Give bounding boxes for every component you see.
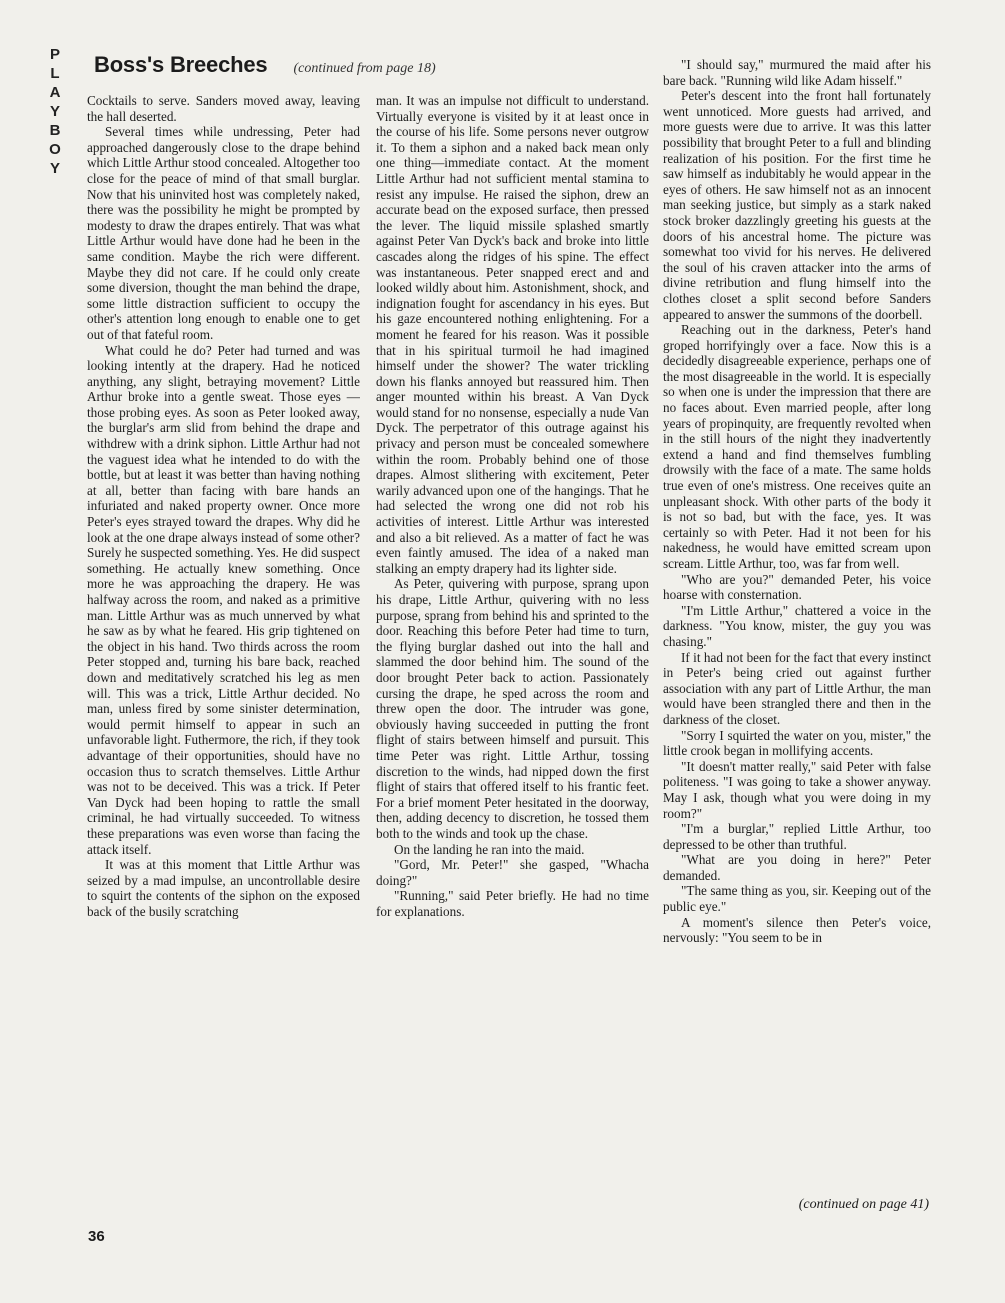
paragraph: A moment's silence then Peter's voice, nervously: "You seem to be in	[663, 914, 931, 946]
paragraph: "What are you doing in here?" Peter demanded.	[663, 852, 931, 883]
paragraph: "Running," said Peter briefly. He had no time for explanations.	[376, 888, 649, 919]
paragraph: "I'm a burglar," replied Little Arthur, too depressed to be other than truthful.	[663, 821, 931, 852]
masthead-letter: P	[49, 46, 60, 63]
paragraph: On the landing he ran into the maid.	[394, 841, 585, 857]
paragraph: "Gord, Mr. Peter!" she gasped, "Whacha doing?"	[376, 857, 649, 888]
continued-on-note: (continued on page 41)	[798, 1197, 929, 1212]
paragraph: man. It was an impulse not difficult to understand. Virtually everyone is visited by it at least once in the course of his life. Some persons never outgrow it. To them a siphon and a naked back mean only one thing—immediate contact. At the moment Little Arthur had not sufficient mental stamina to resist any impulse. He raised the siphon, drew an accurate bead on the exposed surface, then pressed the lever. The liquid missile splashed smartly against Peter Van Dyck's back and broke into little cascades along the ridges of his spine. The effect was instantaneous. Peter snapped erect and and looked wildly about him. Astonishment, shock, and indignation fought for ascendancy in his eyes. But his gaze encountered nothing enlightening. For a moment he feared for his reason. Was it possible that in his spiritual turmoil he had imagined himself under the shower? The water trickling down his flanks annoyed but reassured him. Then anger mounted within his breast. A Van Dyck would stand for no nonsense, especially a nude Van Dyck. The perpetrator of this outrage against his privacy and person must be concealed somewhere within the room. Probably behind one of those drapes. Almost slithering with excitement, Peter warily advanced upon one of the hangings. That he had selected the wrong one did not rob his activities of interest. Little Arthur was interested and also a bit relieved. As a matter of fact he was even faintly amused. The idea of a naked man stalking an empty drapery had its lighter side.	[376, 93, 649, 576]
paragraph: Cocktails to serve. Sanders moved away, leaving the hall deserted.	[87, 93, 360, 124]
paragraph: If it had not been for the fact that every instinct in Peter's being cried out against further association with any part of Little Arthur, the man would have been strangled there and then in the darkness of the closet.	[663, 649, 931, 727]
article-header	[94, 52, 436, 78]
masthead-letter: Y	[49, 160, 60, 177]
paragraph: "I should say," murmured the maid after his bare back. "Running wild like Adam hisself."	[663, 57, 931, 88]
masthead-letter: A	[49, 84, 61, 101]
masthead-letter: L	[50, 65, 60, 82]
article-title: Boss's Breeches	[94, 52, 268, 77]
text-column-1	[87, 93, 360, 1213]
paragraph: It was at this moment that Little Arthur was seized by a mad impulse, an uncontrollable desire to squirt the contents of the siphon on the exposed back of the busily scratching	[87, 857, 360, 919]
masthead-letter: O	[49, 141, 61, 158]
paragraph: Peter's descent into the front hall fortunately went unnoticed. More guests had arrived, and more guests were due to arrive. It was this latter possibility that brought Peter to a full and blinding realization of his position. For the first time he saw himself as indubitably he would appear in the eyes of others. He saw himself not as an innocent man seeking justice, but simply as a stark naked stock broker dazzlingly greeting his guests at the doors of his ancestral home. The picture was somewhat too vivid for his nerves. He delivered the soul of his craven attacker into the arms of divine retribution and flung himself into the clothes closet a split second before Sanders appeared to answer the summons of the doorbell.	[663, 88, 931, 322]
text-column-2	[376, 93, 649, 1213]
paragraph: Several times while undressing, Peter had approached dangerously close to the drape behind which Little Arthur stood concealed. Altogether too close for the peace of mind of that small burglar. Now that his uninvited host was completely naked, there was the possibility he might be prompted by modesty to draw the drapes entirely. That was what Little Arthur would have done had he been in the same condition. Maybe the rich were different. Maybe they did not care. If he could only create some diversion, thought the man behind the drape, some little distraction sufficient to occupy the other's attention long enough to enable one to get out of that fateful room.	[87, 124, 360, 342]
continued-from-note: (continued from page 18)	[293, 61, 436, 76]
masthead-letter: B	[49, 122, 61, 139]
masthead-letter: Y	[49, 103, 60, 120]
paragraph: "It doesn't matter really," said Peter with false politeness. "I was going to take a shower anyway. May I ask, though what you were doing in my room?"	[663, 758, 931, 821]
paragraph: "I'm Little Arthur," chattered a voice in the darkness. "You know, mister, the guy you was chasing."	[663, 602, 931, 649]
paragraph: "The same thing as you, sir. Keeping out of the public eye."	[663, 883, 931, 915]
paragraph: "Who are you?" demanded Peter, his voice hoarse with consternation.	[663, 571, 931, 603]
page-number: 36	[88, 1228, 105, 1245]
text-column-3	[663, 57, 931, 1217]
paragraph: As Peter, quivering with purpose, sprang upon his drape, Little Arthur, quivering with no less purpose, sprang from behind his and sprinted to the door. Reaching this before Peter had time to turn, the flying burglar dashed out into the hall and slammed the door behind him. The sound of the door brought Peter back to action. Passionately cursing the drape, he sped across the room and threw open the door. The intruder was gone, obviously having succeeded in putting the front flight of stairs between himself and pursuit. This time Peter was right. Little Arthur, tossing discretion to the winds, had nipped down the first flight of stairs that offered itself to his frantic feet. For a brief moment Peter hesitated in the doorway, then, adding decency to discretion, he tossed them both to the winds and took up the chase.	[376, 576, 649, 841]
magazine-masthead	[40, 45, 70, 178]
paragraph: "Sorry I squirted the water on you, mister," the little crook began in mollifying accents.	[663, 727, 931, 759]
paragraph: Reaching out in the darkness, Peter's hand groped horrifyingly over a face. Now this is a decidedly disagreeable experience, perhaps one of the most disagreeable in the world. It is especially so when one is under the impression that there are no faces about. Even married people, after long years of propinquity, are frequently revolted when in the still hours of the night they inadvertently extend a hand and find themselves fumbling drowsily with the face of a mate. The same holds true even of one's mistress. One receives quite an unpleasant shock. With other parts of the body it is not so bad, but with the face, yes. It was certainly so with Peter. Had it not been for his nakedness, he would have emitted scream upon scream. Little Arthur, too, was far from well.	[663, 322, 931, 571]
paragraph: What could he do? Peter had turned and was looking intently at the drapery. Had he noticed anything, any slight, betraying movement? Little Arthur broke into a gentle sweat. Those eyes — those probing eyes. As soon as Peter looked away, the burglar's arm slid from behind the drape and withdrew with a drink siphon. Little Arthur had not the vaguest idea what he intended to do with the bottle, but at least it was better than having nothing at all, better than facing with bare hands an infuriated and naked property owner. Once more Peter's eyes strayed toward the drapes. Why did he look at the one drape always instead of some other? Surely he suspected something. Yes. He did suspect something. He actually knew something. Once more he was approaching the drapery. He was halfway across the room, and naked as a primitive man. Little Arthur was as much unnerved by what he saw as by what he feared. His grip tightened on the object in his hand. Two thirds across the room Peter stopped and, turning his bare back, reached down and meditatively scratched his leg as men will. This was a trick, Little Arthur decided. No man, unless fired by some sinister determination, would permit himself to appear in such an unfavorable light. Futhermore, the rich, if they took advantage of their opportunities, should have no occasion thus to scratch themselves. Little Arthur was not to be deceived. This was a trick. If Peter Van Dyck had been hoping to rattle the small criminal, he had virtually succeeded. To witness these preparations was even worse than facing the attack itself.	[87, 342, 360, 857]
